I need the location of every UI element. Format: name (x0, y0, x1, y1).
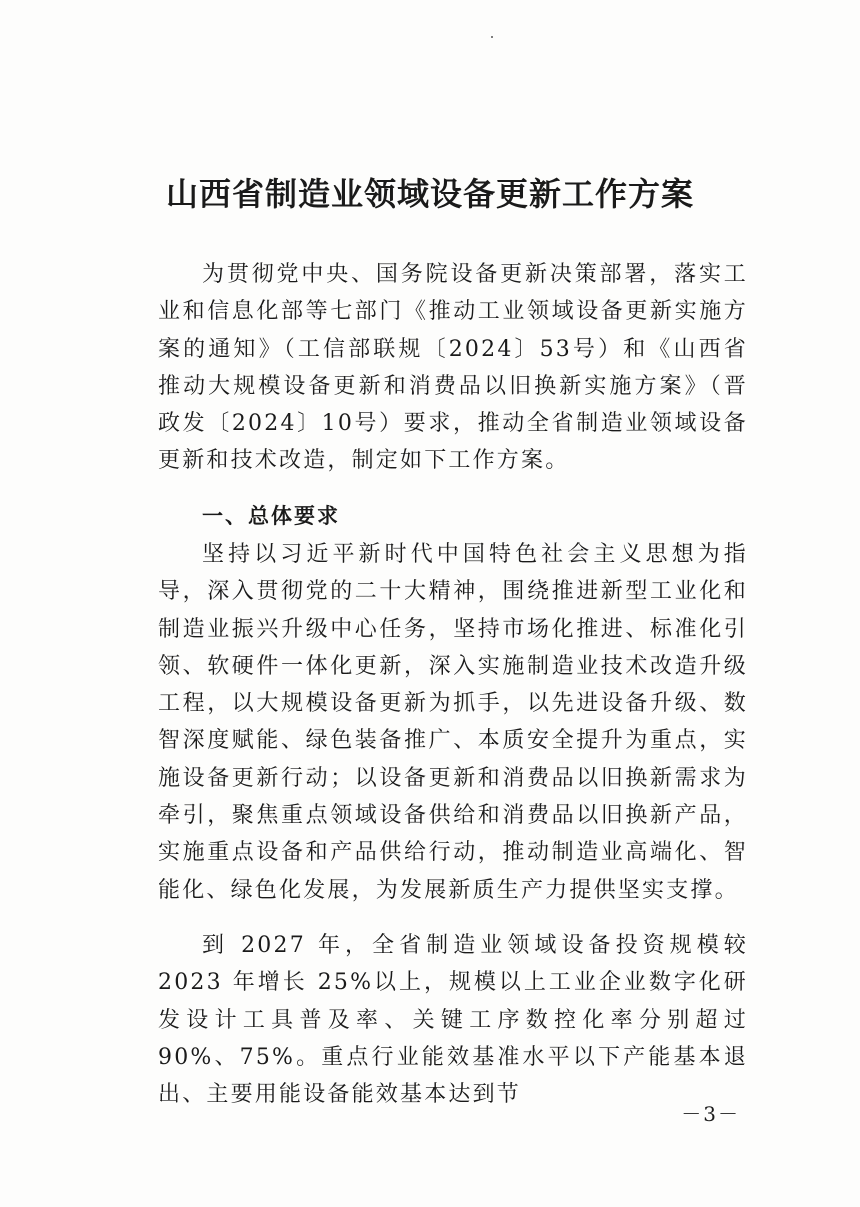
targets-paragraph: 到 2027 年，全省制造业领域设备投资规模较 2023 年增长 25%以上，规模以上工业企业数字化研发设计工具普及率、关键工序数控化率分别超过 90%、75%。重点行业能效基准水平以下产能基本退出、主要用能设备能效基本达到节 (158, 933, 748, 1108)
document-title: 山西省制造业领域设备更新工作方案 (165, 175, 694, 213)
general-requirements-paragraph: 坚持以习近平新时代中国特色社会主义思想为指导，深入贯彻党的二十大精神，围绕推进新型工业化和制造业振兴升级中心任务，坚持市场化推进、标准化引领、软硬件一体化更新，深入实施制造业技术改造升级工程，以大规模设备更新为抓手，以先进设备升级、数智深度赋能、绿色装备推广、本质安全提升为重点，实施设备更新行动；以设备更新和消费品以旧换新需求为牵引，聚焦重点领域设备供给和消费品以旧换新产品，实施重点设备和产品供给行动，推动制造业高端化、智能化、绿色化发展，为发展新质生产力提供坚实支撑。 (158, 542, 748, 903)
scan-speck (491, 36, 493, 38)
page-number: －3－ (681, 1102, 740, 1126)
section-heading: 一、总体要求 (202, 504, 340, 528)
intro-paragraph: 为贯彻党中央、国务院设备更新决策部署，落实工业和信息化部等七部门《推动工业领域设备更新实施方案的通知》（工信部联规〔2024〕53号）和《山西省推动大规模设备更新和消费品以旧换新实施方案》（晋政发〔2024〕10号）要求，推动全省制造业领域设备更新和技术改造，制定如下工作方案。 (158, 262, 748, 474)
